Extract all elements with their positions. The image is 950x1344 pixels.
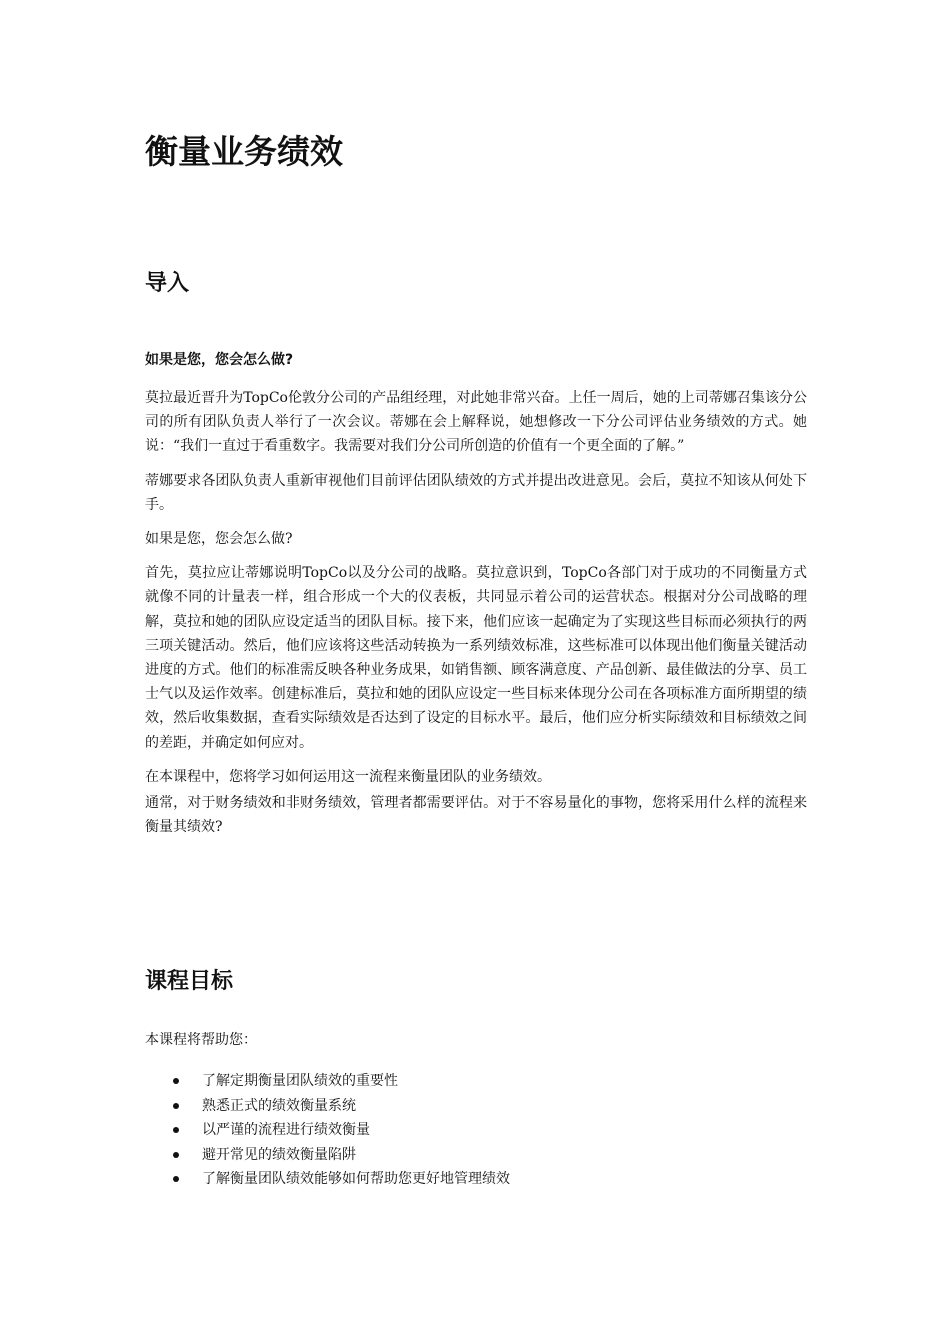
intro-paragraph: 在本课程中，您将学习如何运用这一流程来衡量团队的业务绩效。 [145,768,551,785]
question-heading: 如果是您，您会怎么做? [145,352,294,368]
goal-list [145,1069,807,1192]
list-item [145,1167,807,1192]
goals-section [145,1028,807,1192]
bullet-icon [173,1152,179,1158]
intro-section [145,348,807,849]
section-heading-intro: 导入 [145,271,190,296]
list-item [145,1094,807,1119]
intro-paragraph: 莫拉最近晋升为TopCo伦敦分公司的产品组经理，对此她非常兴奋。上任一周后，她的上司蒂娜召集该分公司的所有团队负责人举行了一次会议。蒂娜在会上解释说，她想修改一下分公司评估业务绩效的方式。她说：“我们一直过于看重数字。我需要对我们分公司所创造的价值有一个更全面的了解。” [145,390,807,455]
section-heading-goals: 课程目标 [145,969,234,994]
list-item [145,1118,807,1143]
list-item [145,1143,807,1168]
list-item [145,1069,807,1094]
bullet-icon [173,1078,179,1084]
intro-paragraph: 通常，对于财务绩效和非财务绩效，管理者都需要评估。对于不容易量化的事物，您将采用什么样的流程来衡量其绩效? [145,795,807,836]
intro-paragraph: 蒂娜要求各团队负责人重新审视他们目前评估团队绩效的方式并提出改进意见。会后，莫拉不知该从何处下手。 [145,472,807,513]
goal-text: 以严谨的流程进行绩效衡量 [202,1122,370,1138]
goal-text: 了解定期衡量团队绩效的重要性 [202,1073,398,1089]
bullet-icon [173,1103,179,1109]
document-title: 衡量业务绩效 [145,132,343,171]
intro-paragraph: 如果是您，您会怎么做? [145,531,293,548]
goal-text: 避开常见的绩效衡量陷阱 [202,1146,356,1163]
goal-text: 了解衡量团队绩效能够如何帮助您更好地管理绩效 [202,1171,510,1187]
goal-text: 熟悉正式的绩效衡量系统 [202,1097,356,1114]
goals-intro: 本课程将帮助您： [145,1032,257,1048]
bullet-icon [173,1176,179,1182]
intro-paragraph: 首先，莫拉应让蒂娜说明TopCo以及分公司的战略。莫拉意识到，TopCo各部门对于成功的不同衡量方式就像不同的计量表一样，组合形成一个大的仪表板，共同显示着公司的运营状态。根据对分公司战略的理解，莫拉和她的团队应设定适当的团队目标。接下来，他们应该一起确定为了实现这些目标而必须执行的两三项关键活动。然后，他们应该将这些活动转换为一系列绩效标准，这些标准可以体现出他们衡量关键活动进度的方式。他们的标准需反映各种业务成果，如销售额、顾客满意度、产品创新、最佳做法的分享、员工士气以及运作效率。创建标准后，莫拉和她的团队应设定一些目标来体现分公司在各项标准方面所期望的绩效，然后收集数据，查看实际绩效是否达到了设定的目标水平。最后，他们应分析实际绩效和目标绩效之间的差距，并确定如何应对。 [145,565,807,751]
bullet-icon [173,1127,179,1133]
